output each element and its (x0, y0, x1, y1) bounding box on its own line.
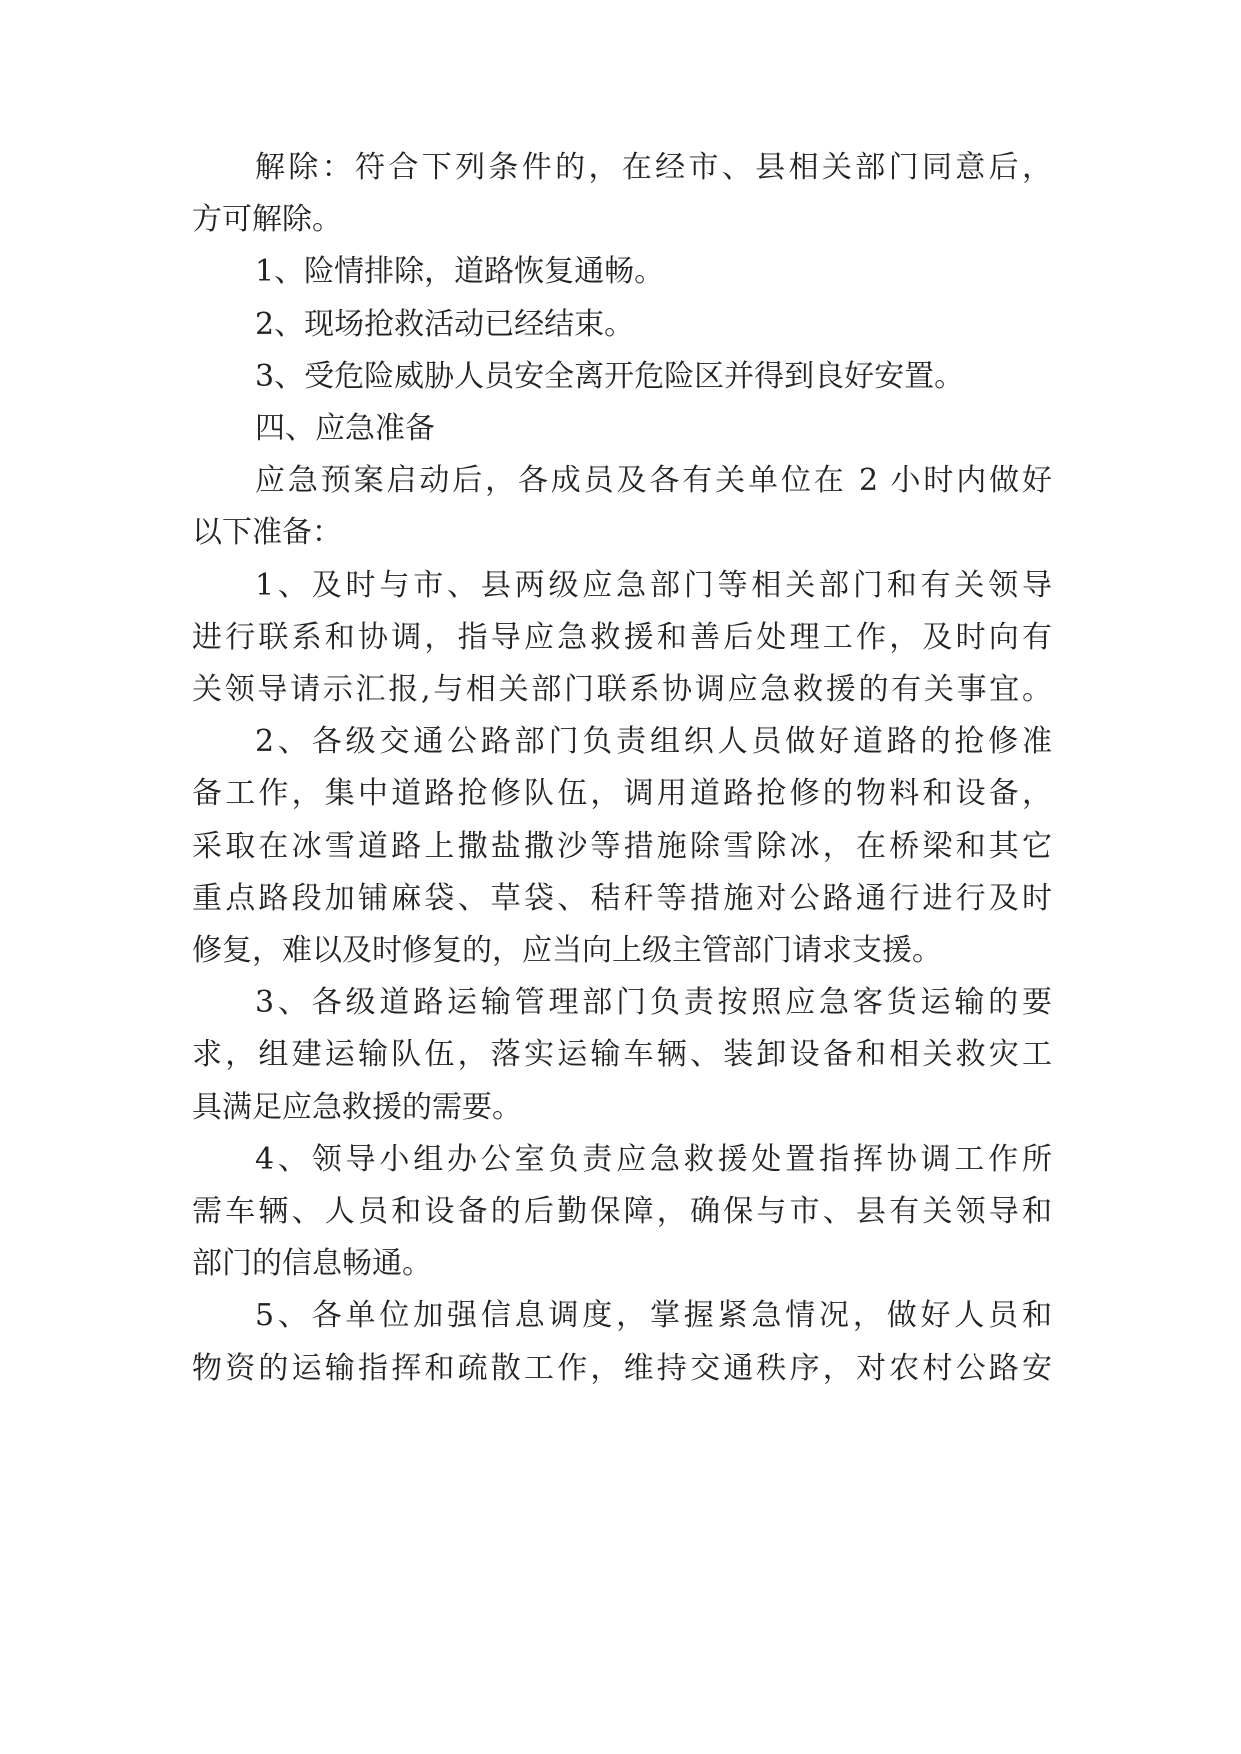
preparation-item-2-line-4: 重点路段加铺麻袋、草袋、秸秆等措施对公路通行进行及时 (192, 881, 1052, 916)
paragraph-release-line-1: 解除：符合下列条件的，在经市、县相关部门同意后， (255, 150, 1052, 185)
section-heading-emergency-preparation: 四、应急准备 (255, 411, 435, 446)
release-condition-2: 2、现场抢救活动已经结束。 (255, 307, 635, 342)
release-condition-3: 3、受危险威胁人员安全离开危险区并得到良好安置。 (255, 359, 965, 394)
preparation-item-4-line-3: 部门的信息畅通。 (192, 1246, 432, 1281)
preparation-item-5-line-2: 物资的运输指挥和疏散工作，维持交通秩序，对农村公路安 (192, 1351, 1052, 1386)
preparation-item-1-line-2: 进行联系和协调，指导应急救援和善后处理工作，及时向有 (192, 620, 1052, 655)
preparation-item-4-line-2: 需车辆、人员和设备的后勤保障，确保与市、县有关领导和 (192, 1194, 1052, 1229)
preparation-item-4-line-1: 4、领导小组办公室负责应急救援处置指挥协调工作所 (255, 1142, 1052, 1177)
preparation-item-1-line-3: 关领导请示汇报,与相关部门联系协调应急救援的有关事宜。 (192, 672, 1052, 707)
paragraph-release-line-2: 方可解除。 (192, 202, 342, 237)
release-condition-1: 1、险情排除，道路恢复通畅。 (255, 254, 665, 289)
preparation-item-2-line-3: 采取在冰雪道路上撒盐撒沙等措施除雪除冰，在桥梁和其它 (192, 829, 1052, 864)
preparation-intro-line-1: 应急预案启动后，各成员及各有关单位在 2 小时内做好 (255, 463, 1052, 498)
preparation-item-3-line-2: 求，组建运输队伍，落实运输车辆、装卸设备和相关救灾工 (192, 1037, 1052, 1072)
preparation-item-3-line-3: 具满足应急救援的需要。 (192, 1090, 522, 1125)
preparation-item-5-line-1: 5、各单位加强信息调度，掌握紧急情况，做好人员和 (255, 1298, 1052, 1333)
preparation-item-2-line-2: 备工作，集中道路抢修队伍，调用道路抢修的物料和设备， (192, 776, 1052, 811)
preparation-item-2-line-5: 修复，难以及时修复的，应当向上级主管部门请求支援。 (192, 933, 942, 968)
preparation-intro-line-2: 以下准备： (192, 515, 342, 550)
preparation-item-3-line-1: 3、各级道路运输管理部门负责按照应急客货运输的要 (255, 985, 1052, 1020)
preparation-item-1-line-1: 1、及时与市、县两级应急部门等相关部门和有关领导 (255, 568, 1052, 603)
preparation-item-2-line-1: 2、各级交通公路部门负责组织人员做好道路的抢修准 (255, 724, 1052, 759)
